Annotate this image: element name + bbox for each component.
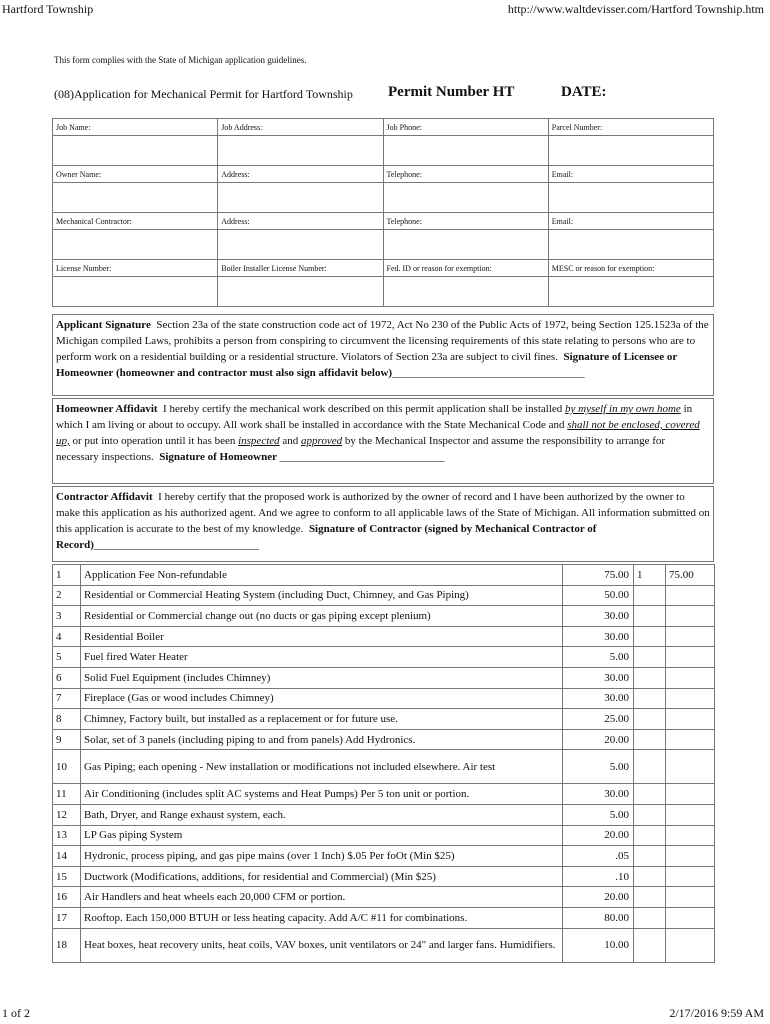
applicant-signature-section xyxy=(52,314,714,396)
fee-item-description: Heat boxes, heat recovery units, heat coils, VAV boxes, unit ventilators or 24" and larger fans. Humidifiers. xyxy=(81,928,563,962)
contractor-affidavit-text: I hereby certify that the proposed work is authorized by the owner of record and I have been authorized by the owner to make this application as his authorized agent. And we agree to conform to all applicable laws of the State of Michigan. All information submitted on this application is accurate to the best of my knowledge. xyxy=(56,491,710,535)
homeowner-affidavit-emphasis-3: inspected xyxy=(238,435,280,447)
fee-row xyxy=(53,804,715,825)
contractor-affidavit-heading: Contractor Affidavit xyxy=(56,491,153,503)
fee-item-amount: 30.00 xyxy=(563,606,634,627)
print-timestamp: 2/17/2016 9:59 AM xyxy=(669,1006,764,1020)
fee-item-total[interactable] xyxy=(666,626,715,647)
fee-item-quantity[interactable] xyxy=(634,729,666,750)
info-label-row xyxy=(53,166,714,183)
fee-item-number: 4 xyxy=(53,626,81,647)
fee-item-quantity[interactable] xyxy=(634,846,666,867)
form-title: (08)Application for Mechanical Permit for Hartford Township xyxy=(54,87,353,101)
fee-item-number: 16 xyxy=(53,887,81,908)
fee-item-total[interactable] xyxy=(666,729,715,750)
homeowner-affidavit-emphasis-2: shall not be enclosed, covered up, xyxy=(56,419,700,447)
fee-item-quantity[interactable] xyxy=(634,606,666,627)
fee-row xyxy=(53,709,715,730)
info-field-label: Job Address: xyxy=(218,119,383,136)
fee-item-total[interactable] xyxy=(666,647,715,668)
fee-item-number: 5 xyxy=(53,647,81,668)
info-field-input[interactable] xyxy=(53,277,218,307)
fee-item-total[interactable]: 75.00 xyxy=(666,565,715,586)
applicant-signature-heading: Applicant Signature xyxy=(56,319,151,331)
info-field-input[interactable] xyxy=(218,136,383,166)
form-title-row xyxy=(54,86,714,106)
fee-item-total[interactable] xyxy=(666,928,715,962)
info-field-input[interactable] xyxy=(218,183,383,213)
fee-row xyxy=(53,825,715,846)
homeowner-affidavit-text-2: in which I am living or about to occupy. All work shall be installed in accordance with the State Mechanical Code and xyxy=(56,403,693,431)
fee-item-quantity[interactable] xyxy=(634,907,666,928)
fee-item-quantity[interactable] xyxy=(634,750,666,784)
fee-item-number: 2 xyxy=(53,585,81,606)
fee-item-description: Bath, Dryer, and Range exhaust system, each. xyxy=(81,804,563,825)
fee-item-number: 12 xyxy=(53,804,81,825)
fee-item-description: Residential Boiler xyxy=(81,626,563,647)
fee-item-quantity[interactable] xyxy=(634,647,666,668)
fee-row xyxy=(53,907,715,928)
fee-item-quantity[interactable] xyxy=(634,626,666,647)
info-field-input[interactable] xyxy=(548,136,713,166)
info-field-label: Address: xyxy=(218,213,383,230)
info-field-label: Mechanical Contractor: xyxy=(53,213,218,230)
fee-item-amount: .10 xyxy=(563,866,634,887)
fee-item-total[interactable] xyxy=(666,585,715,606)
fee-item-total[interactable] xyxy=(666,606,715,627)
fee-item-quantity[interactable] xyxy=(634,825,666,846)
homeowner-affidavit-text-4: and xyxy=(282,435,299,447)
fee-item-description: Fuel fired Water Heater xyxy=(81,647,563,668)
fee-item-description: Application Fee Non-refundable xyxy=(81,565,563,586)
homeowner-affidavit-text-3: or put into operation until it has been xyxy=(72,435,236,447)
fee-item-quantity[interactable] xyxy=(634,688,666,709)
fee-row xyxy=(53,647,715,668)
info-field-label: Email: xyxy=(548,213,713,230)
info-field-label: Boiler Installer License Number: xyxy=(218,260,383,277)
fee-item-description: Air Conditioning (includes split AC systems and Heat Pumps) Per 5 ton unit or portion. xyxy=(81,784,563,805)
fee-item-amount: 20.00 xyxy=(563,825,634,846)
homeowner-affidavit-emphasis-4: approved xyxy=(301,435,343,447)
fee-item-amount: 30.00 xyxy=(563,667,634,688)
fee-item-quantity[interactable] xyxy=(634,866,666,887)
info-field-input[interactable] xyxy=(53,136,218,166)
fee-item-amount: 5.00 xyxy=(563,750,634,784)
fee-item-description: Residential or Commercial Heating System (including Duct, Chimney, and Gas Piping) xyxy=(81,585,563,606)
fee-item-description: Hydronic, process piping, and gas pipe mains (over 1 Inch) $.05 Per foOt (Min $25) xyxy=(81,846,563,867)
fee-item-number: 18 xyxy=(53,928,81,962)
info-field-input[interactable] xyxy=(53,183,218,213)
info-field-label: Telephone: xyxy=(383,166,548,183)
fee-item-total[interactable] xyxy=(666,688,715,709)
info-value-row xyxy=(53,277,714,307)
applicant-info-table xyxy=(52,118,714,307)
fee-item-amount: 30.00 xyxy=(563,784,634,805)
fee-item-amount: 80.00 xyxy=(563,907,634,928)
fee-item-total[interactable] xyxy=(666,907,715,928)
homeowner-affidavit-emphasis-1: by myself in my own home xyxy=(565,403,681,415)
fee-item-amount: 50.00 xyxy=(563,585,634,606)
fee-item-total[interactable] xyxy=(666,887,715,908)
fee-item-description: Solid Fuel Equipment (includes Chimney) xyxy=(81,667,563,688)
fee-item-description: Residential or Commercial change out (no ducts or gas piping except plenium) xyxy=(81,606,563,627)
permit-number-label: Permit Number HT xyxy=(388,84,515,100)
fee-item-number: 9 xyxy=(53,729,81,750)
fee-item-amount: 20.00 xyxy=(563,729,634,750)
page-indicator: 1 of 2 xyxy=(2,1006,30,1020)
info-field-input[interactable] xyxy=(53,230,218,260)
homeowner-affidavit-section xyxy=(52,398,714,484)
fee-item-amount: 25.00 xyxy=(563,709,634,730)
fee-item-description: Solar, set of 3 panels (including piping to and from panels) Add Hydronics. xyxy=(81,729,563,750)
browser-page-title: Hartford Township xyxy=(2,2,94,16)
fee-item-description: Fireplace (Gas or wood includes Chimney) xyxy=(81,688,563,709)
fee-item-total[interactable] xyxy=(666,709,715,730)
fee-item-quantity[interactable]: 1 xyxy=(634,565,666,586)
fee-item-total[interactable] xyxy=(666,825,715,846)
fee-item-quantity[interactable] xyxy=(634,887,666,908)
fee-item-number: 8 xyxy=(53,709,81,730)
fee-item-description: LP Gas piping System xyxy=(81,825,563,846)
info-field-label: Owner Name: xyxy=(53,166,218,183)
compliance-note: This form complies with the State of Michigan application guidelines. xyxy=(54,55,307,65)
fee-item-number: 10 xyxy=(53,750,81,784)
fee-item-number: 3 xyxy=(53,606,81,627)
contractor-affidavit-section xyxy=(52,486,714,562)
fee-row xyxy=(53,667,715,688)
info-field-input[interactable] xyxy=(383,136,548,166)
fee-item-number: 14 xyxy=(53,846,81,867)
info-field-input[interactable] xyxy=(218,277,383,307)
fee-item-total[interactable] xyxy=(666,804,715,825)
fee-row xyxy=(53,866,715,887)
info-field-label: Parcel Number: xyxy=(548,119,713,136)
info-field-input[interactable] xyxy=(548,230,713,260)
fee-item-total[interactable] xyxy=(666,667,715,688)
fee-row xyxy=(53,887,715,908)
info-field-label: Job Name: xyxy=(53,119,218,136)
fee-row xyxy=(53,585,715,606)
info-field-label: Telephone: xyxy=(383,213,548,230)
homeowner-affidavit-text-5: by the Mechanical Inspector and assume the responsibility to arrange for necessary inspections. xyxy=(56,435,666,463)
fee-item-number: 11 xyxy=(53,784,81,805)
fee-item-quantity[interactable] xyxy=(634,585,666,606)
info-field-label: Email: xyxy=(548,166,713,183)
info-label-row xyxy=(53,119,714,136)
fee-item-number: 17 xyxy=(53,907,81,928)
homeowner-signature-label: Signature of Homeowner xyxy=(159,451,277,463)
info-field-label: MESC or reason for exemption: xyxy=(548,260,713,277)
fee-item-amount: .05 xyxy=(563,846,634,867)
fee-item-total[interactable] xyxy=(666,784,715,805)
homeowner-affidavit-heading: Homeowner Affidavit xyxy=(56,403,158,415)
fee-item-description: Gas Piping; each opening - New installation or modifications not included elsewhere. Air test xyxy=(81,750,563,784)
fee-row xyxy=(53,688,715,709)
fee-item-total[interactable] xyxy=(666,866,715,887)
fee-item-amount: 5.00 xyxy=(563,804,634,825)
fee-row xyxy=(53,846,715,867)
applicant-signature-line[interactable]: ___________________________________ xyxy=(392,367,585,379)
fee-row xyxy=(53,729,715,750)
fee-item-quantity[interactable] xyxy=(634,804,666,825)
applicant-signature-text: Section 23a of the state construction code act of 1972, Act No 230 of the Public Acts of 1972, being Section 125.1523a of the Michigan compiled Laws, prohibits a person from conspiring to circumvent the licensing requirements of this state relating to persons who are to perform work on a residential building or a residential structure. Violators of Section 23a are subject to civil fines. xyxy=(56,319,709,363)
homeowner-affidavit-text-1: I hereby certify the mechanical work described on this permit application shall be installed xyxy=(163,403,563,415)
info-value-row xyxy=(53,230,714,260)
browser-url: http://www.waltdevisser.com/Hartford Township.htm xyxy=(507,2,764,16)
fee-item-description: Air Handlers and heat wheels each 20,000 CFM or portion. xyxy=(81,887,563,908)
fee-row xyxy=(53,606,715,627)
date-label: DATE: xyxy=(561,84,607,100)
contractor-signature-line[interactable]: ______________________________ xyxy=(93,539,259,551)
fee-row xyxy=(53,565,715,586)
info-field-input[interactable] xyxy=(218,230,383,260)
info-label-row xyxy=(53,260,714,277)
info-field-input[interactable] xyxy=(548,183,713,213)
fee-item-amount: 20.00 xyxy=(563,887,634,908)
fee-item-description: Chimney, Factory built, but installed as a replacement or for future use. xyxy=(81,709,563,730)
fee-item-quantity[interactable] xyxy=(634,928,666,962)
fee-item-quantity[interactable] xyxy=(634,709,666,730)
fee-item-amount: 30.00 xyxy=(563,688,634,709)
fee-item-quantity[interactable] xyxy=(634,784,666,805)
fee-row xyxy=(53,626,715,647)
info-field-label: Address: xyxy=(218,166,383,183)
info-field-label: Job Phone: xyxy=(383,119,548,136)
fee-item-number: 6 xyxy=(53,667,81,688)
fee-row xyxy=(53,750,715,784)
info-field-input[interactable] xyxy=(383,230,548,260)
fee-item-amount: 75.00 xyxy=(563,565,634,586)
info-value-row xyxy=(53,136,714,166)
homeowner-signature-line[interactable]: ______________________________ xyxy=(279,451,445,463)
fee-item-quantity[interactable] xyxy=(634,667,666,688)
info-field-label: License Number: xyxy=(53,260,218,277)
fee-item-number: 1 xyxy=(53,565,81,586)
fee-row xyxy=(53,784,715,805)
info-field-input[interactable] xyxy=(383,277,548,307)
fee-item-description: Rooftop. Each 150,000 BTUH or less heating capacity. Add A/C #11 for combinations. xyxy=(81,907,563,928)
fee-item-number: 13 xyxy=(53,825,81,846)
fee-item-amount: 30.00 xyxy=(563,626,634,647)
info-value-row xyxy=(53,183,714,213)
fee-item-number: 15 xyxy=(53,866,81,887)
info-field-input[interactable] xyxy=(383,183,548,213)
fee-schedule-table xyxy=(52,564,715,963)
fee-item-amount: 5.00 xyxy=(563,647,634,668)
fee-row xyxy=(53,928,715,962)
fee-item-total[interactable] xyxy=(666,846,715,867)
info-label-row xyxy=(53,213,714,230)
fee-item-number: 7 xyxy=(53,688,81,709)
info-field-label: Fed. ID or reason for exemption: xyxy=(383,260,548,277)
applicant-signature-instruction: Signature of Licensee or Homeowner (homeowner and contractor must also sign affidavit below) xyxy=(56,351,678,379)
fee-item-description: Ductwork (Modifications, additions, for residential and Commercial) (Min $25) xyxy=(81,866,563,887)
fee-item-amount: 10.00 xyxy=(563,928,634,962)
contractor-signature-label: Signature of Contractor (signed by Mechanical Contractor of Record) xyxy=(56,523,597,551)
fee-item-total[interactable] xyxy=(666,750,715,784)
info-field-input[interactable] xyxy=(548,277,713,307)
